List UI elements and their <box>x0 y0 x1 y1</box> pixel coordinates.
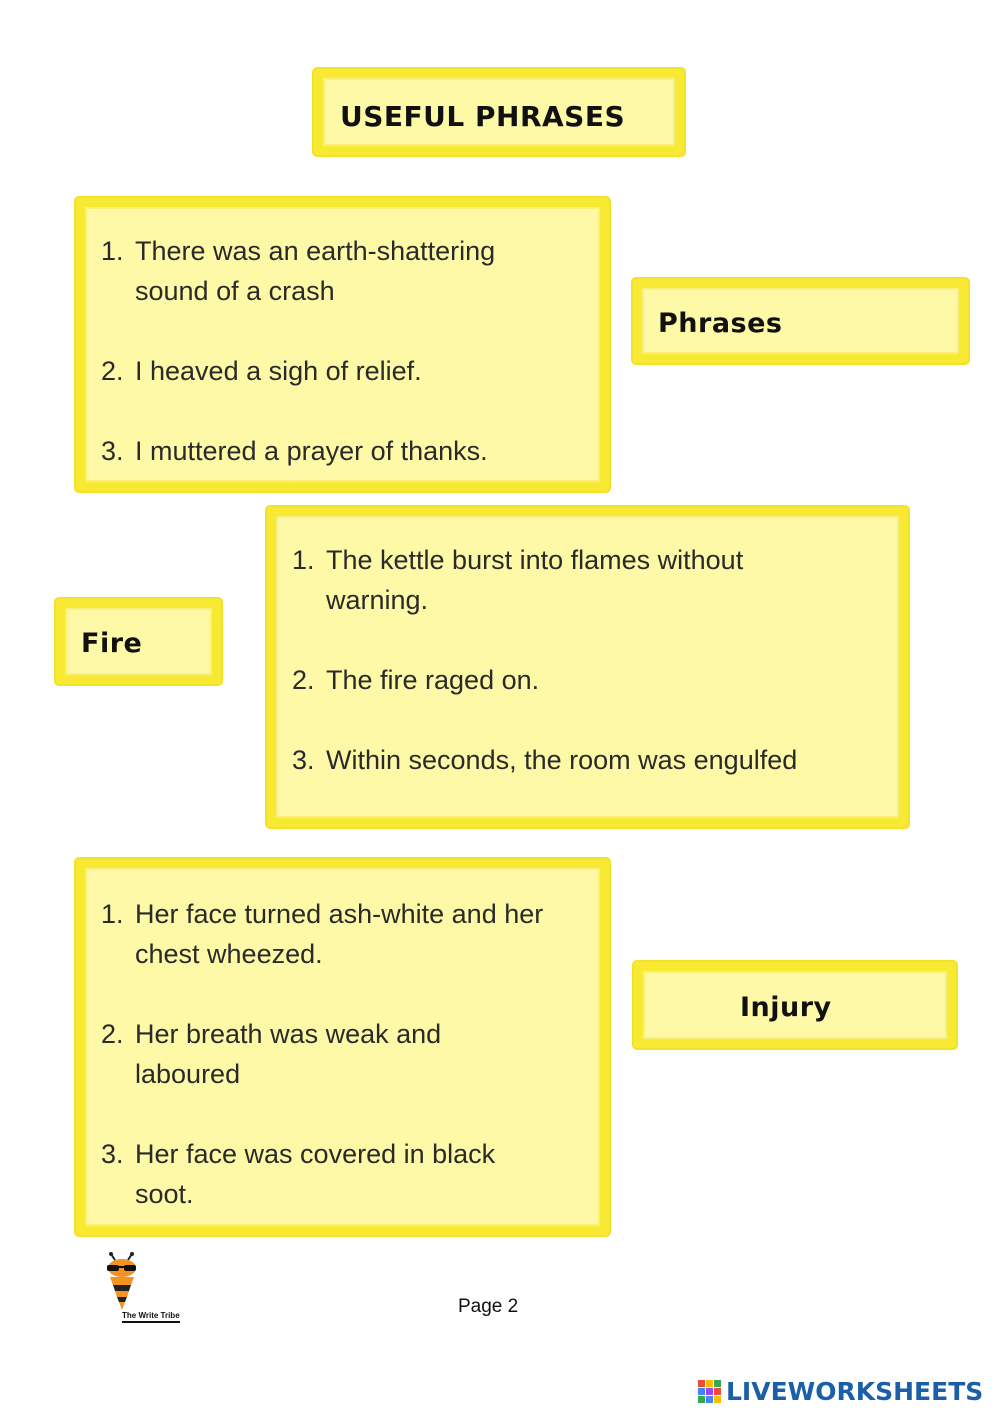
fire-label-box <box>56 599 221 684</box>
liveworksheets-logo-icon <box>698 1380 722 1404</box>
brand[interactable] <box>698 1377 983 1406</box>
injury-list <box>101 894 551 1214</box>
injury-label-box <box>634 962 956 1048</box>
phrases-list-box <box>76 198 609 491</box>
list-item: 3. Her face was covered in black soot. <box>101 1139 496 1209</box>
list-item: 2. The fire raged on. <box>292 665 540 695</box>
injury-list-box <box>76 859 609 1235</box>
phrases-label-box <box>633 279 968 363</box>
list-item: 2. I heaved a sigh of relief. <box>101 356 422 386</box>
fire-list <box>292 540 882 780</box>
page-number: Page 2 <box>458 1296 519 1317</box>
list-item: 2. Her breath was weak and laboured <box>101 1019 442 1089</box>
bee-logo-icon <box>98 1252 148 1314</box>
logo-text: The Write Tribe <box>122 1311 180 1323</box>
fire-list-box <box>267 507 908 827</box>
list-item: 3. I muttered a prayer of thanks. <box>101 436 488 466</box>
page-title: USEFUL PHRASES <box>340 100 626 133</box>
phrases-list <box>101 231 571 471</box>
list-item: 3. Within seconds, the room was engulfed <box>292 745 798 775</box>
title-box <box>314 69 684 155</box>
section-label-phrases: Phrases <box>658 308 783 339</box>
brand-name: LIVEWORKSHEETS <box>726 1377 984 1406</box>
list-item: 1. There was an earth-shattering sound of a crash <box>101 236 496 306</box>
section-label-fire: Fire <box>81 628 143 659</box>
list-item: 1. The kettle burst into flames without warning. <box>292 545 744 615</box>
section-label-injury: Injury <box>740 992 832 1023</box>
list-item: 1. Her face turned ash-white and her chest wheezed. <box>101 899 544 969</box>
